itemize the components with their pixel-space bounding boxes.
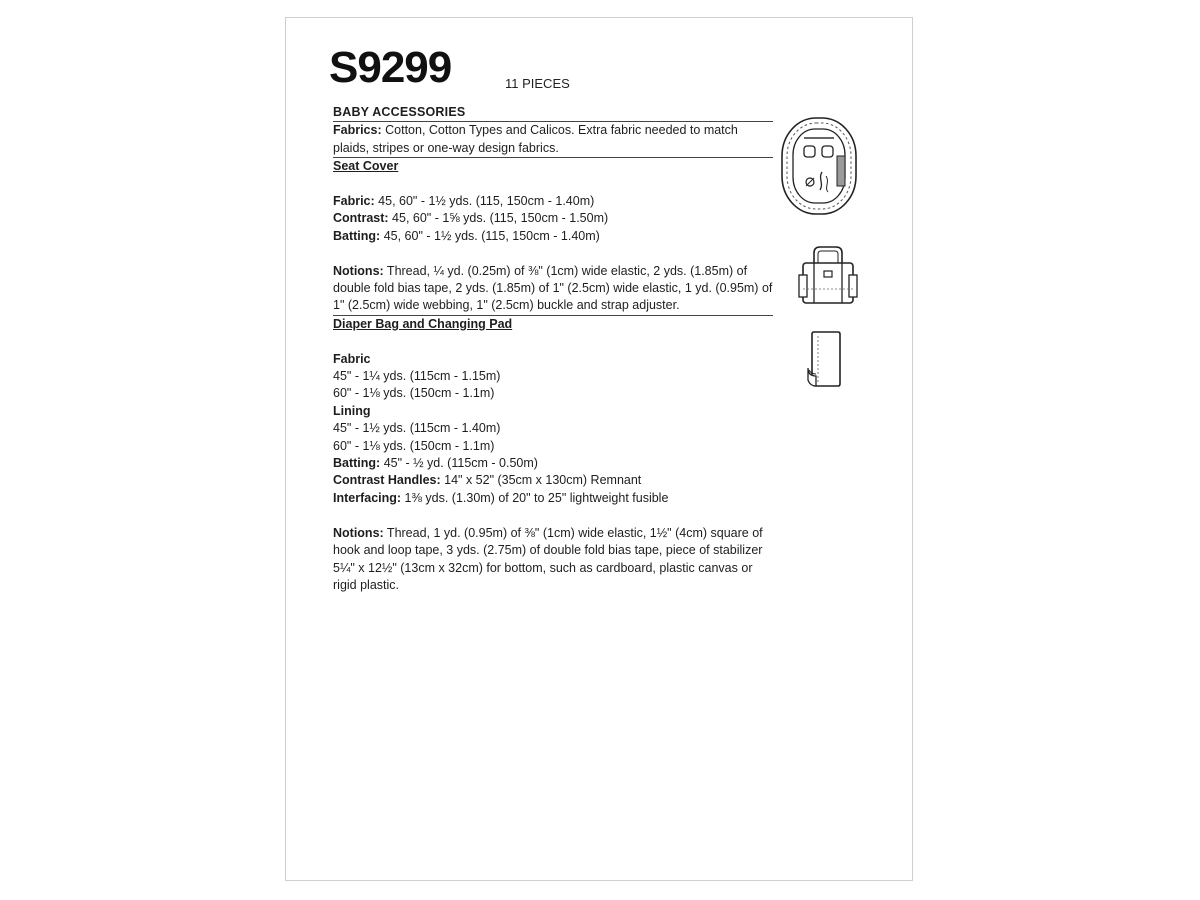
- seat-batting-text: 45, 60" - 1½ yds. (115, 150cm - 1.40m): [380, 228, 600, 243]
- seat-cover-icon: [780, 116, 858, 221]
- bag-notions-paragraph: [333, 525, 773, 595]
- bag-batting-text: 45" - ½ yd. (115cm - 0.50m): [380, 456, 538, 471]
- seat-fabric-label: Fabric:: [333, 194, 375, 209]
- fabrics-label: Fabrics:: [333, 123, 382, 138]
- bag-fabric-60: 60" - 1⅛ yds. (150cm - 1.1m): [333, 386, 495, 401]
- fabrics-text: Cotton, Cotton Types and Calicos. Extra fabric needed to match plaids, stripes or one-way design fabrics.: [333, 123, 738, 155]
- bag-lining-45: 45" - 1½ yds. (115cm - 1.40m): [333, 421, 501, 436]
- document-title: BABY ACCESSORIES: [333, 105, 466, 119]
- pattern-description: [333, 104, 773, 594]
- pieces-count: 11 PIECES: [505, 76, 570, 91]
- seat-contrast-text: 45, 60" - 1⅝ yds. (115, 150cm - 1.50m): [388, 211, 609, 226]
- seat-notions-label: Notions:: [333, 263, 384, 278]
- bag-interfacing-text: 1⅜ yds. (1.30m) of 20" to 25" lightweight fusible: [401, 490, 669, 505]
- bag-lining-heading: Lining: [333, 403, 371, 418]
- changing-pad-icon: [806, 330, 842, 393]
- bag-lining-60: 60" - 1⅛ yds. (150cm - 1.1m): [333, 438, 495, 453]
- bag-notions-label: Notions:: [333, 525, 384, 540]
- bag-batting-label: Batting:: [333, 456, 381, 471]
- seat-cover-heading: Seat Cover: [333, 159, 399, 174]
- pattern-number: S9299: [329, 43, 452, 92]
- seat-fabric-text: 45, 60" - 1½ yds. (115, 150cm - 1.40m): [374, 194, 595, 209]
- bag-fabric-heading: Fabric: [333, 351, 371, 366]
- bag-interfacing-label: Interfacing:: [333, 490, 402, 505]
- bag-notions-text: Thread, 1 yd. (0.95m) of ⅜" (1cm) wide elastic, 1½" (4cm) square of hook and loop tape, 3 yds. (2.75m) of double fold bias tape, piece of stabilizer 5¼" x 12½" (13cm x 32cm) for bottom, such as cardboard, plastic canvas or rigid plastic.: [333, 525, 763, 592]
- bag-fabric-45: 45" - 1¼ yds. (115cm - 1.15m): [333, 369, 501, 384]
- seat-contrast-line: [333, 210, 773, 227]
- fabrics-paragraph: [333, 122, 773, 157]
- bag-interfacing-line: [333, 490, 773, 507]
- bag-contrast-handles-line: [333, 472, 773, 489]
- seat-notions-paragraph: [333, 263, 773, 315]
- diaper-bag-heading: Diaper Bag and Changing Pad: [333, 316, 513, 331]
- bag-batting-line: [333, 455, 773, 472]
- seat-contrast-label: Contrast:: [333, 211, 389, 226]
- bag-contrast-handles-label: Contrast Handles:: [333, 473, 441, 488]
- seat-fabric-line: [333, 193, 773, 210]
- seat-batting-line: [333, 228, 773, 245]
- bag-contrast-handles-text: 14" x 52" (35cm x 130cm) Remnant: [440, 473, 642, 488]
- seat-batting-label: Batting:: [333, 228, 381, 243]
- diaper-bag-icon: [798, 245, 858, 312]
- seat-notions-text: Thread, ¼ yd. (0.25m) of ⅜" (1cm) wide elastic, 2 yds. (1.85m) of double fold bias tape, 2 yds. (1.85m) of 1" (2.5cm) wide elastic, 1 yd. (0.95m) of 1" (2.5cm) wide webbing, 1" (2.5cm) buckle and strap adjuster.: [333, 263, 773, 313]
